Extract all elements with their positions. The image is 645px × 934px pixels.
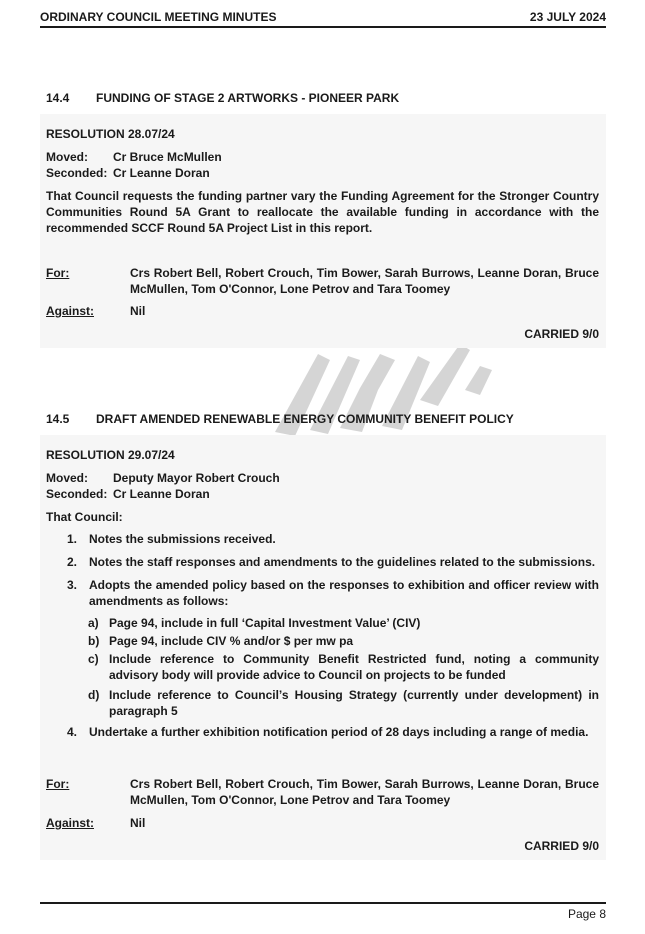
seconded-value: Cr Leanne Doran <box>113 166 210 180</box>
sub-item-letter: a) <box>88 616 99 630</box>
carried-status: CARRIED 9/0 <box>524 839 599 853</box>
item-heading <box>46 90 399 106</box>
list-item-text: Adopts the amended policy based on the responses to exhibition and officer review with amendments as follows: <box>89 578 599 608</box>
list-item-number: 2. <box>67 555 78 569</box>
footer-divider <box>40 902 606 904</box>
against-value: Nil <box>130 816 146 830</box>
moved-label: Moved: <box>46 150 88 164</box>
resolution-block <box>40 435 606 860</box>
sub-item-text: Include reference to Community Benefit Restricted fund, noting a community advisory body will provide advice to Council on projects to be funded <box>109 652 599 682</box>
resolution-number: RESOLUTION 28.07/24 <box>46 127 175 141</box>
item-number: 14.4 <box>46 91 70 105</box>
for-label: For: <box>46 777 70 791</box>
meeting-date: 23 JULY 2024 <box>529 10 606 24</box>
against-label: Against: <box>46 304 94 318</box>
seconded-row <box>46 486 210 502</box>
list-item-number: 3. <box>67 578 78 592</box>
moved-value: Cr Bruce McMullen <box>113 150 222 164</box>
carried-status: CARRIED 9/0 <box>524 327 599 341</box>
against-label: Against: <box>46 816 94 830</box>
for-label: For: <box>46 266 70 280</box>
seconded-label: Seconded: <box>46 166 108 180</box>
sub-item-text: Page 94, include CIV % and/or $ per mw pa <box>109 634 354 648</box>
item-number: 14.5 <box>46 412 70 426</box>
seconded-label: Seconded: <box>46 487 108 501</box>
list-item-text: Notes the submissions received. <box>89 532 276 546</box>
resolution-intro: That Council: <box>46 510 123 524</box>
list-item-text: Undertake a further exhibition notification period of 28 days including a range of media. <box>89 725 589 739</box>
sub-item-letter: d) <box>88 688 100 702</box>
moved-row <box>46 470 280 486</box>
sub-item-letter: b) <box>88 634 100 648</box>
item-heading <box>46 411 514 427</box>
list-item-number: 1. <box>67 532 78 546</box>
page-header <box>40 8 606 28</box>
resolution-block <box>40 114 606 348</box>
page-number: Page 8 <box>567 907 606 921</box>
moved-label: Moved: <box>46 471 88 485</box>
moved-value: Deputy Mayor Robert Crouch <box>113 471 280 485</box>
sub-item-text: Page 94, include in full ‘Capital Investment Value’ (CIV) <box>109 616 421 630</box>
sub-item-letter: c) <box>88 652 99 666</box>
list-item-number: 4. <box>67 725 78 739</box>
against-value: Nil <box>130 304 146 318</box>
document-title: ORDINARY COUNCIL MEETING MINUTES <box>40 10 277 24</box>
item-title: FUNDING OF STAGE 2 ARTWORKS - PIONEER PARK <box>96 91 400 105</box>
seconded-row <box>46 165 210 181</box>
for-value: Crs Robert Bell, Robert Crouch, Tim Bower, Sarah Burrows, Leanne Doran, Bruce McMullen, Tom O'Connor, Lone Petrov and Tara Toomey <box>130 266 599 296</box>
for-value: Crs Robert Bell, Robert Crouch, Tim Bower, Sarah Burrows, Leanne Doran, Bruce McMullen, Tom O'Connor, Lone Petrov and Tara Toomey <box>130 777 599 807</box>
sub-item-text: Include reference to Council’s Housing Strategy (currently under development) in paragraph 5 <box>109 688 599 718</box>
resolution-text: That Council requests the funding partner vary the Funding Agreement for the Stronger Country Communities Round 5A Grant to reallocate the available funding in accordance with the recommended SCCF Round 5A Project List in this report. <box>46 189 599 235</box>
resolution-number: RESOLUTION 29.07/24 <box>46 448 175 462</box>
list-item-text: Notes the staff responses and amendments to the guidelines related to the submissions. <box>89 555 596 569</box>
seconded-value: Cr Leanne Doran <box>113 487 210 501</box>
item-title: DRAFT AMENDED RENEWABLE ENERGY COMMUNITY BENEFIT POLICY <box>96 412 514 426</box>
moved-row <box>46 149 222 165</box>
